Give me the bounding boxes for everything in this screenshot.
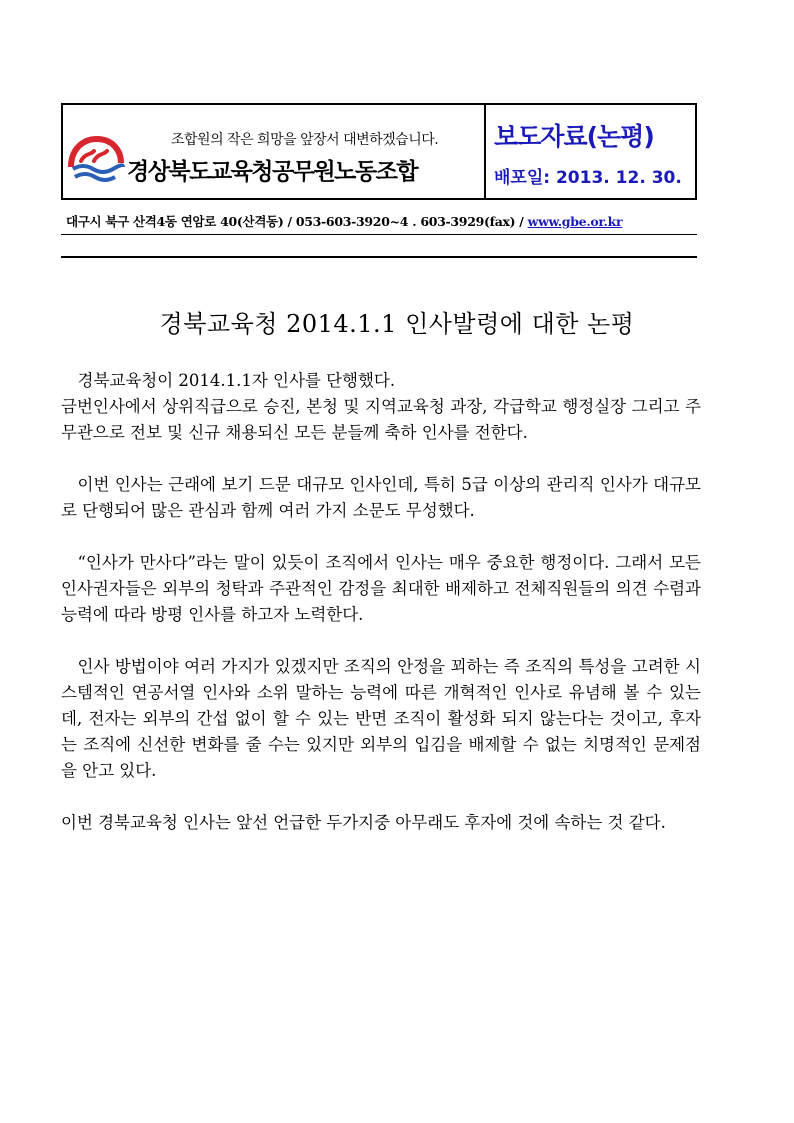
website-link[interactable]: www.gbe.or.kr [527, 214, 623, 229]
divider-top [61, 234, 697, 235]
press-release-title: 보도자료(논평) [494, 122, 654, 151]
paragraph-2: 이번 인사는 근래에 보기 드문 대규모 인사인데, 특히 5급 이상의 관리직 인사가 대규모로 단행되어 많은 관심과 함께 여러 가지 소문도 무성했다. [61, 475, 701, 520]
press-header [61, 103, 697, 200]
paragraph-4: 인사 방법이야 여러 가지가 있겠지만 조직의 안정을 꾀하는 즉 조직의 특성을 고려한 시스템적인 연공서열 인사와 소위 말하는 능력에 따른 개혁적인 인사로 유념해 볼 수 있는데, 전자는 외부의 간섭 없이 할 수 있는 반면 조직이 활성화 되지 않는다는 것이고, 후자는 조직에 신선한 변화를 줄 수는 있지만 외부의 입김을 배제할 수 없는 치명적인 문제점을 안고 있다. [61, 657, 701, 780]
contact-line [66, 212, 622, 230]
distribution-date: 배포일: 2013. 12. 30. [494, 168, 682, 188]
document-title: 경북교육청 2014.1.1 인사발령에 대한 논평 [159, 310, 635, 338]
union-logo-icon [67, 135, 125, 185]
paragraph-line: 경북교육청이 2014.1.1자 인사를 단행했다. [77, 371, 396, 390]
union-name: 경상북도교육청공무원노동조합 [127, 159, 418, 185]
union-slogan: 조합원의 작은 희망을 앞장서 대변하겠습니다. [171, 132, 439, 148]
document-body [61, 368, 701, 862]
paragraph-1 [61, 368, 701, 446]
divider-bottom [61, 256, 697, 258]
paragraph-3: “인사가 만사다”라는 말이 있듯이 조직에서 인사는 매우 중요한 행정이다. 그래서 모든 인사권자들은 외부의 청탁과 주관적인 감정을 최대한 배제하고 전체직원들의 의견 수렴과 능력에 따라 방평 인사를 하고자 노력한다. [61, 553, 701, 624]
contact-address: 대구시 북구 산격4동 연암로 40(산격동) / 053-603-3920~4 . 603-3929(fax) / [66, 214, 528, 229]
press-info [486, 105, 695, 198]
union-banner [63, 105, 486, 198]
paragraph-line: 금번인사에서 상위직급으로 승진, 본청 및 지역교육청 과장, 각급학교 행정실장 그리고 주무관으로 전보 및 신규 채용되신 모든 분들께 축하 인사를 전한다. [61, 397, 701, 442]
paragraph-5: 이번 경북교육청 인사는 앞선 언급한 두가지중 아무래도 후자에 것에 속하는 것 같다. [61, 813, 666, 832]
